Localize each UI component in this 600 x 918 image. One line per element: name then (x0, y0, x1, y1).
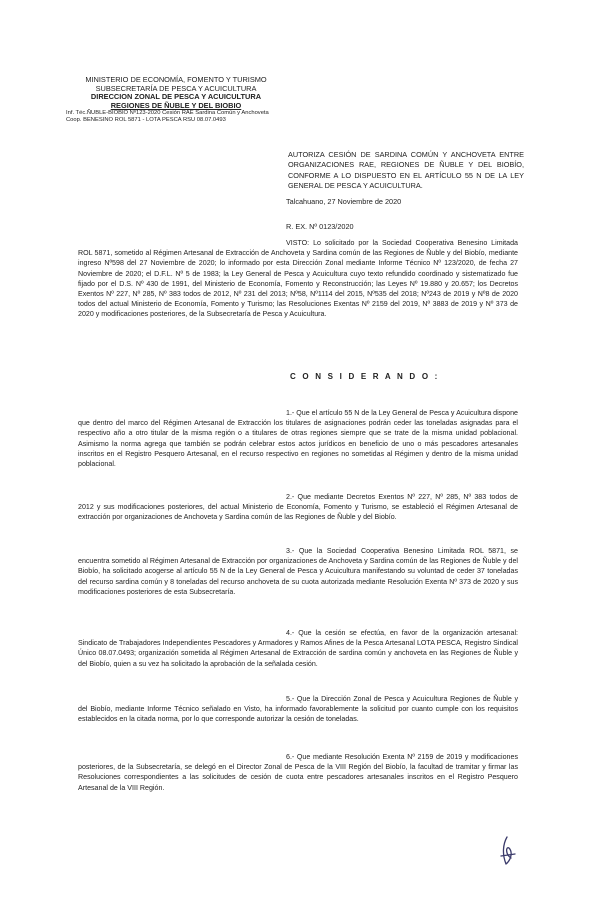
reference-line-1: Inf. Téc.ÑUBLE-BIOBIO Nº123-2020 Cesión RAE Sardina Común y Anchoveta (66, 110, 269, 117)
considerando-heading: C O N S I D E R A N D O : (290, 372, 440, 381)
visto-text: Lo solicitado por la Sociedad Cooperativa Benesino Limitada ROL 5871, sometido al Régimen Artesanal de Extracción de Anchoveta y Sardina común de las Regiones de Ñuble y del Biobío, mediante ingreso Nº598 del 27 Noviembre de 2020; lo informado por esta Dirección Zonal mediante Informe Técnico Nº 123/2020, de fecha 27 Noviembre de 2020; el D.F.L. Nº 5 de 1983; la Ley General de Pesca y Acuicultura cuyo texto refundido coordinado y sistematizado fue fijado por el D.S. Nº 430 de 1991, del Ministerio de Economía, Fomento y Reconstrucción; las Leyes Nº 19.880 y 20.657; los Decretos Exentos Nº 227, Nº 285, Nº 383 todos de 2012, Nº 231 del 2013; Nº58, Nº1114 del 2015, Nº535 del 2018; Nº243 de 2019 y Nº8 de 2020 todos del actual Ministerio de Economía, Fomento y Turismo; las Resoluciones Exentas Nº 2159 del 2019, Nº 3883 de 2019 y Nº 373 de 2020 y modificaciones posteriores, de la Subsecretaría de Pesca y Acuicultura. (78, 239, 518, 319)
regiones-name: REGIONES DE ÑUBLE Y DEL BIOBIO (110, 100, 242, 110)
direccion-name: DIRECCION ZONAL DE PESCA Y ACUICULTURA (90, 92, 262, 102)
considerando-3 (78, 546, 518, 597)
ministry-name: MINISTERIO DE ECONOMÍA, FOMENTO Y TURISMO (85, 75, 267, 84)
considerando-6-lead: 6.- Que mediante Resolución Exenta Nº 2159 de 2019 y (286, 753, 469, 761)
considerando-5-lead: 5.- Que la Dirección Zonal de Pesca y Acuicultura (286, 695, 448, 703)
considerando-6-text: modificaciones posteriores, de la Subsecretaría, se delegó en el Director Zonal de Pesca de la VIII Región del Biobío, la facultad de tramitar y firmar las Resoluciones correspondientes a las solicitudes de cesión de cuota entre pescadores artesanales inscritos en el Registro Pesquero Artesanal de la VIII Región. (78, 753, 518, 792)
visto-label: VISTO: (286, 239, 310, 247)
considerando-5-text: Regiones de Ñuble y del Biobío, mediante Informe Técnico señalado en Visto, ha informado favorablemente la solicitud por cuanto cumple con los requisitos establecidos en la citada norma, por lo que corresponde autorizar la cesión de toneladas. (78, 695, 518, 724)
considerando-2-lead: 2.- Que mediante Decretos Exentos Nº 227, Nº 285, Nº (286, 493, 472, 501)
considerando-3-lead: 3.- Que la Sociedad Cooperativa Benesino Limitada ROL (286, 547, 484, 555)
considerando-1-text: Acuicultura dispone que dentro del marco del Régimen Artesanal de Extracción los titulares de asignaciones podrán ceder las toneladas asignadas para el respectivo año a otro titular de la misma región o a titulares de otras regiones siempre que se trate de la misma unidad poblacional. Asimismo la norma agrega que también se podrán celebrar estos actos jurídicos en beneficio de uno o más pescadores artesanales inscritos en el Registro Pesquero Artesanal, en el recurso respectivo en regiones no sometidas al Régimen y dentro de la misma unidad poblacional. (78, 409, 518, 469)
resolution-subject: AUTORIZA CESIÓN DE SARDINA COMÚN Y ANCHOVETA ENTRE ORGANIZACIONES RAE, REGIONES DE ÑUBLE Y DEL BIOBÍO, CONFORME A LO DISPUESTO EN EL ARTÍCULO 55 N DE LA LEY GENERAL DE PESCA Y ACUICULTURA. (288, 150, 524, 190)
resolution-number: R. EX. Nº 0123/2020 (286, 222, 354, 231)
initials-signature (497, 834, 519, 870)
subsecretaria-name: SUBSECRETARÍA DE PESCA Y ACUICULTURA (95, 83, 257, 93)
considerando-4 (78, 628, 518, 669)
considerando-5 (78, 694, 518, 725)
considerando-2 (78, 492, 518, 523)
reference-line-2: Coop. BENESINO ROL 5871 - LOTA PESCA RSU 08.07.0493 (66, 116, 226, 123)
considerando-2-text: 383 todos de 2012 y sus modificaciones posteriores, del actual Ministerio de Economía, Fomento y Turismo, se estableció el Régimen Artesanal de extracción por organizaciones de Anchoveta y Sardina común de las Regiones de Ñuble y del Biobío. (78, 493, 518, 522)
letterhead (60, 76, 292, 123)
considerando-3-text: 5871, se encuentra sometido al Régimen Artesanal de Extracción por organizaciones de Anchoveta y Sardina común de las Regiones de Ñuble y del Biobío, ha solicitado acogerse al artículo 55 N de la Ley General de Pesca y Acuicultura manifestando su voluntad de ceder 37 toneladas del recurso sardina común y 8 toneladas del recurso anchoveta de su cuota autorizada mediante Resolución Exenta Nº 373 de 2020 y sus modificaciones posteriores de esta Subsecretaría. (78, 547, 518, 596)
visto-paragraph (78, 238, 518, 320)
considerando-4-lead: 4.- Que la cesión se efectúa, en favor de la organización (286, 629, 483, 637)
considerando-1 (78, 408, 518, 469)
considerando-6 (78, 752, 518, 793)
considerando-1-lead: 1.- Que el artículo 55 N de la Ley General de Pesca y (286, 409, 455, 417)
place-date: Talcahuano, 27 Noviembre de 2020 (286, 197, 402, 206)
considerando-4-text: artesanal: Sindicato de Trabajadores Independientes Pescadores y Armadores y Ramos Afines de la Pesca Artesanal LOTA PESCA, Registro Sindical Único 08.07.0493; organización sometida al Régimen Artesanal de Extracción de sardina común y anchoveta en las Regiones de Ñuble y del Biobío, quien a su vez ha solicitado la aprobación de la señalada cesión. (78, 629, 518, 668)
